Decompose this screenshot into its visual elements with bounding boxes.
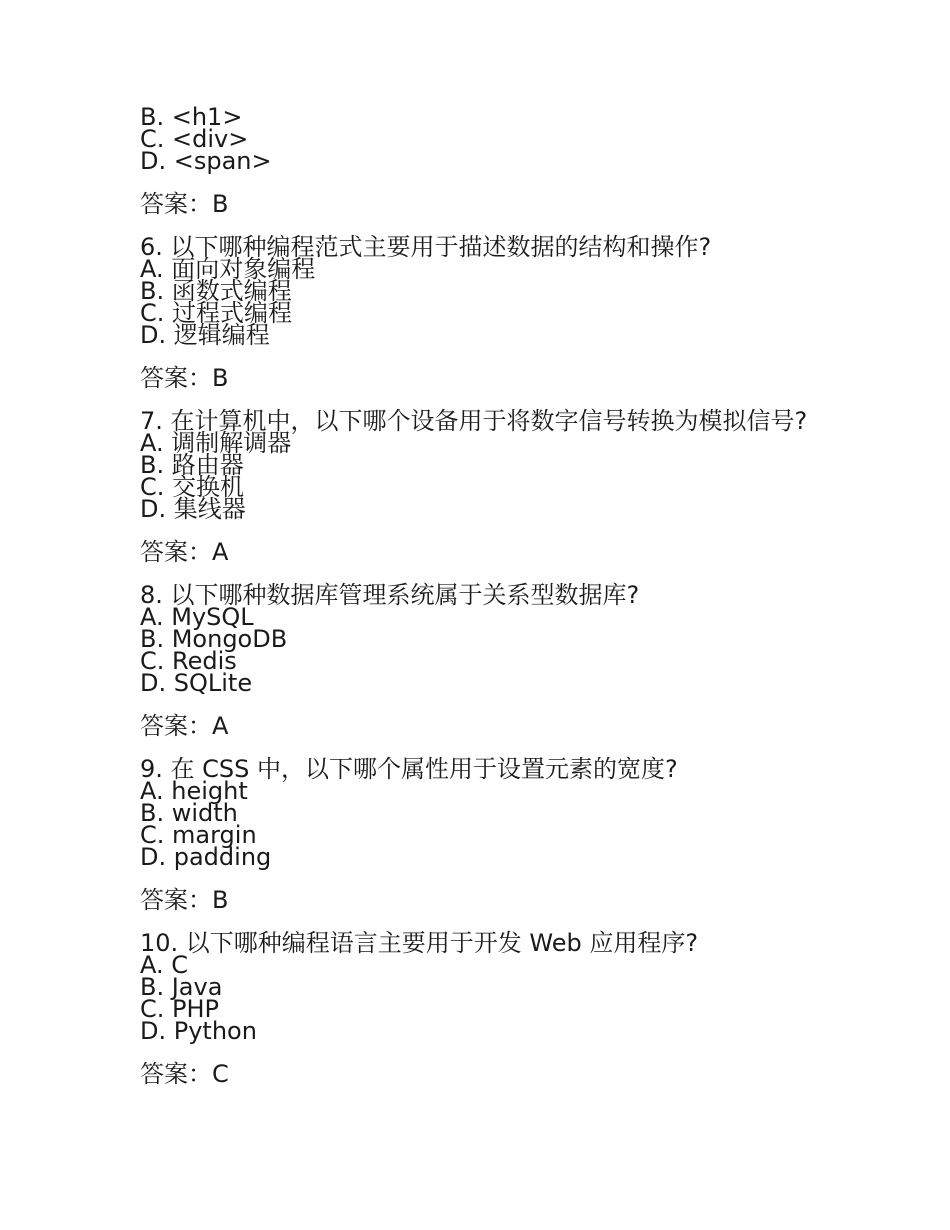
answer: 答案：B xyxy=(140,364,229,392)
option-a: A. MySQL xyxy=(140,603,254,631)
option-c: C. margin xyxy=(140,821,257,849)
option-a: A. height xyxy=(140,777,248,805)
question-5-tail xyxy=(140,103,820,218)
option-d: D. SQLite xyxy=(140,669,253,697)
answer: 答案：A xyxy=(140,538,229,566)
option-a: A. 面向对象编程 xyxy=(140,255,316,283)
answer: 答案：B xyxy=(140,190,229,218)
option-d: D. 逻辑编程 xyxy=(140,321,270,349)
option-c: C. PHP xyxy=(140,995,220,1023)
question-10 xyxy=(140,929,820,1088)
question-stem: 10. 以下哪种编程语言主要用于开发 Web 应用程序? xyxy=(140,929,699,957)
answer: 答案：B xyxy=(140,886,229,914)
option-b: B. Java xyxy=(140,973,223,1001)
question-stem: 9. 在 CSS 中，以下哪个属性用于设置元素的宽度? xyxy=(140,755,678,783)
option-d: D. padding xyxy=(140,843,272,871)
option-b: B. <h1> xyxy=(140,103,243,131)
question-stem: 6. 以下哪种编程范式主要用于描述数据的结构和操作? xyxy=(140,233,712,261)
option-a: A. 调制解调器 xyxy=(140,429,292,457)
option-d: D. 集线器 xyxy=(140,495,246,523)
option-d: D. <span> xyxy=(140,147,272,175)
option-c: C. Redis xyxy=(140,647,237,675)
question-stem: 8. 以下哪种数据库管理系统属于关系型数据库? xyxy=(140,581,640,609)
question-stem: 7. 在计算机中，以下哪个设备用于将数字信号转换为模拟信号? xyxy=(140,407,808,435)
option-b: B. width xyxy=(140,799,238,827)
option-a: A. C xyxy=(140,951,189,979)
option-b: B. MongoDB xyxy=(140,625,288,653)
question-6 xyxy=(140,233,820,392)
option-b: B. 路由器 xyxy=(140,451,244,479)
option-c: C. <div> xyxy=(140,125,249,153)
answer: 答案：C xyxy=(140,1060,229,1088)
option-b: B. 函数式编程 xyxy=(140,277,292,305)
option-d: D. Python xyxy=(140,1017,257,1045)
question-9 xyxy=(140,755,820,914)
option-c: C. 过程式编程 xyxy=(140,299,293,327)
answer: 答案：A xyxy=(140,712,229,740)
document-page xyxy=(140,103,820,1106)
question-7 xyxy=(140,407,820,566)
question-8 xyxy=(140,581,820,740)
option-c: C. 交换机 xyxy=(140,473,245,501)
